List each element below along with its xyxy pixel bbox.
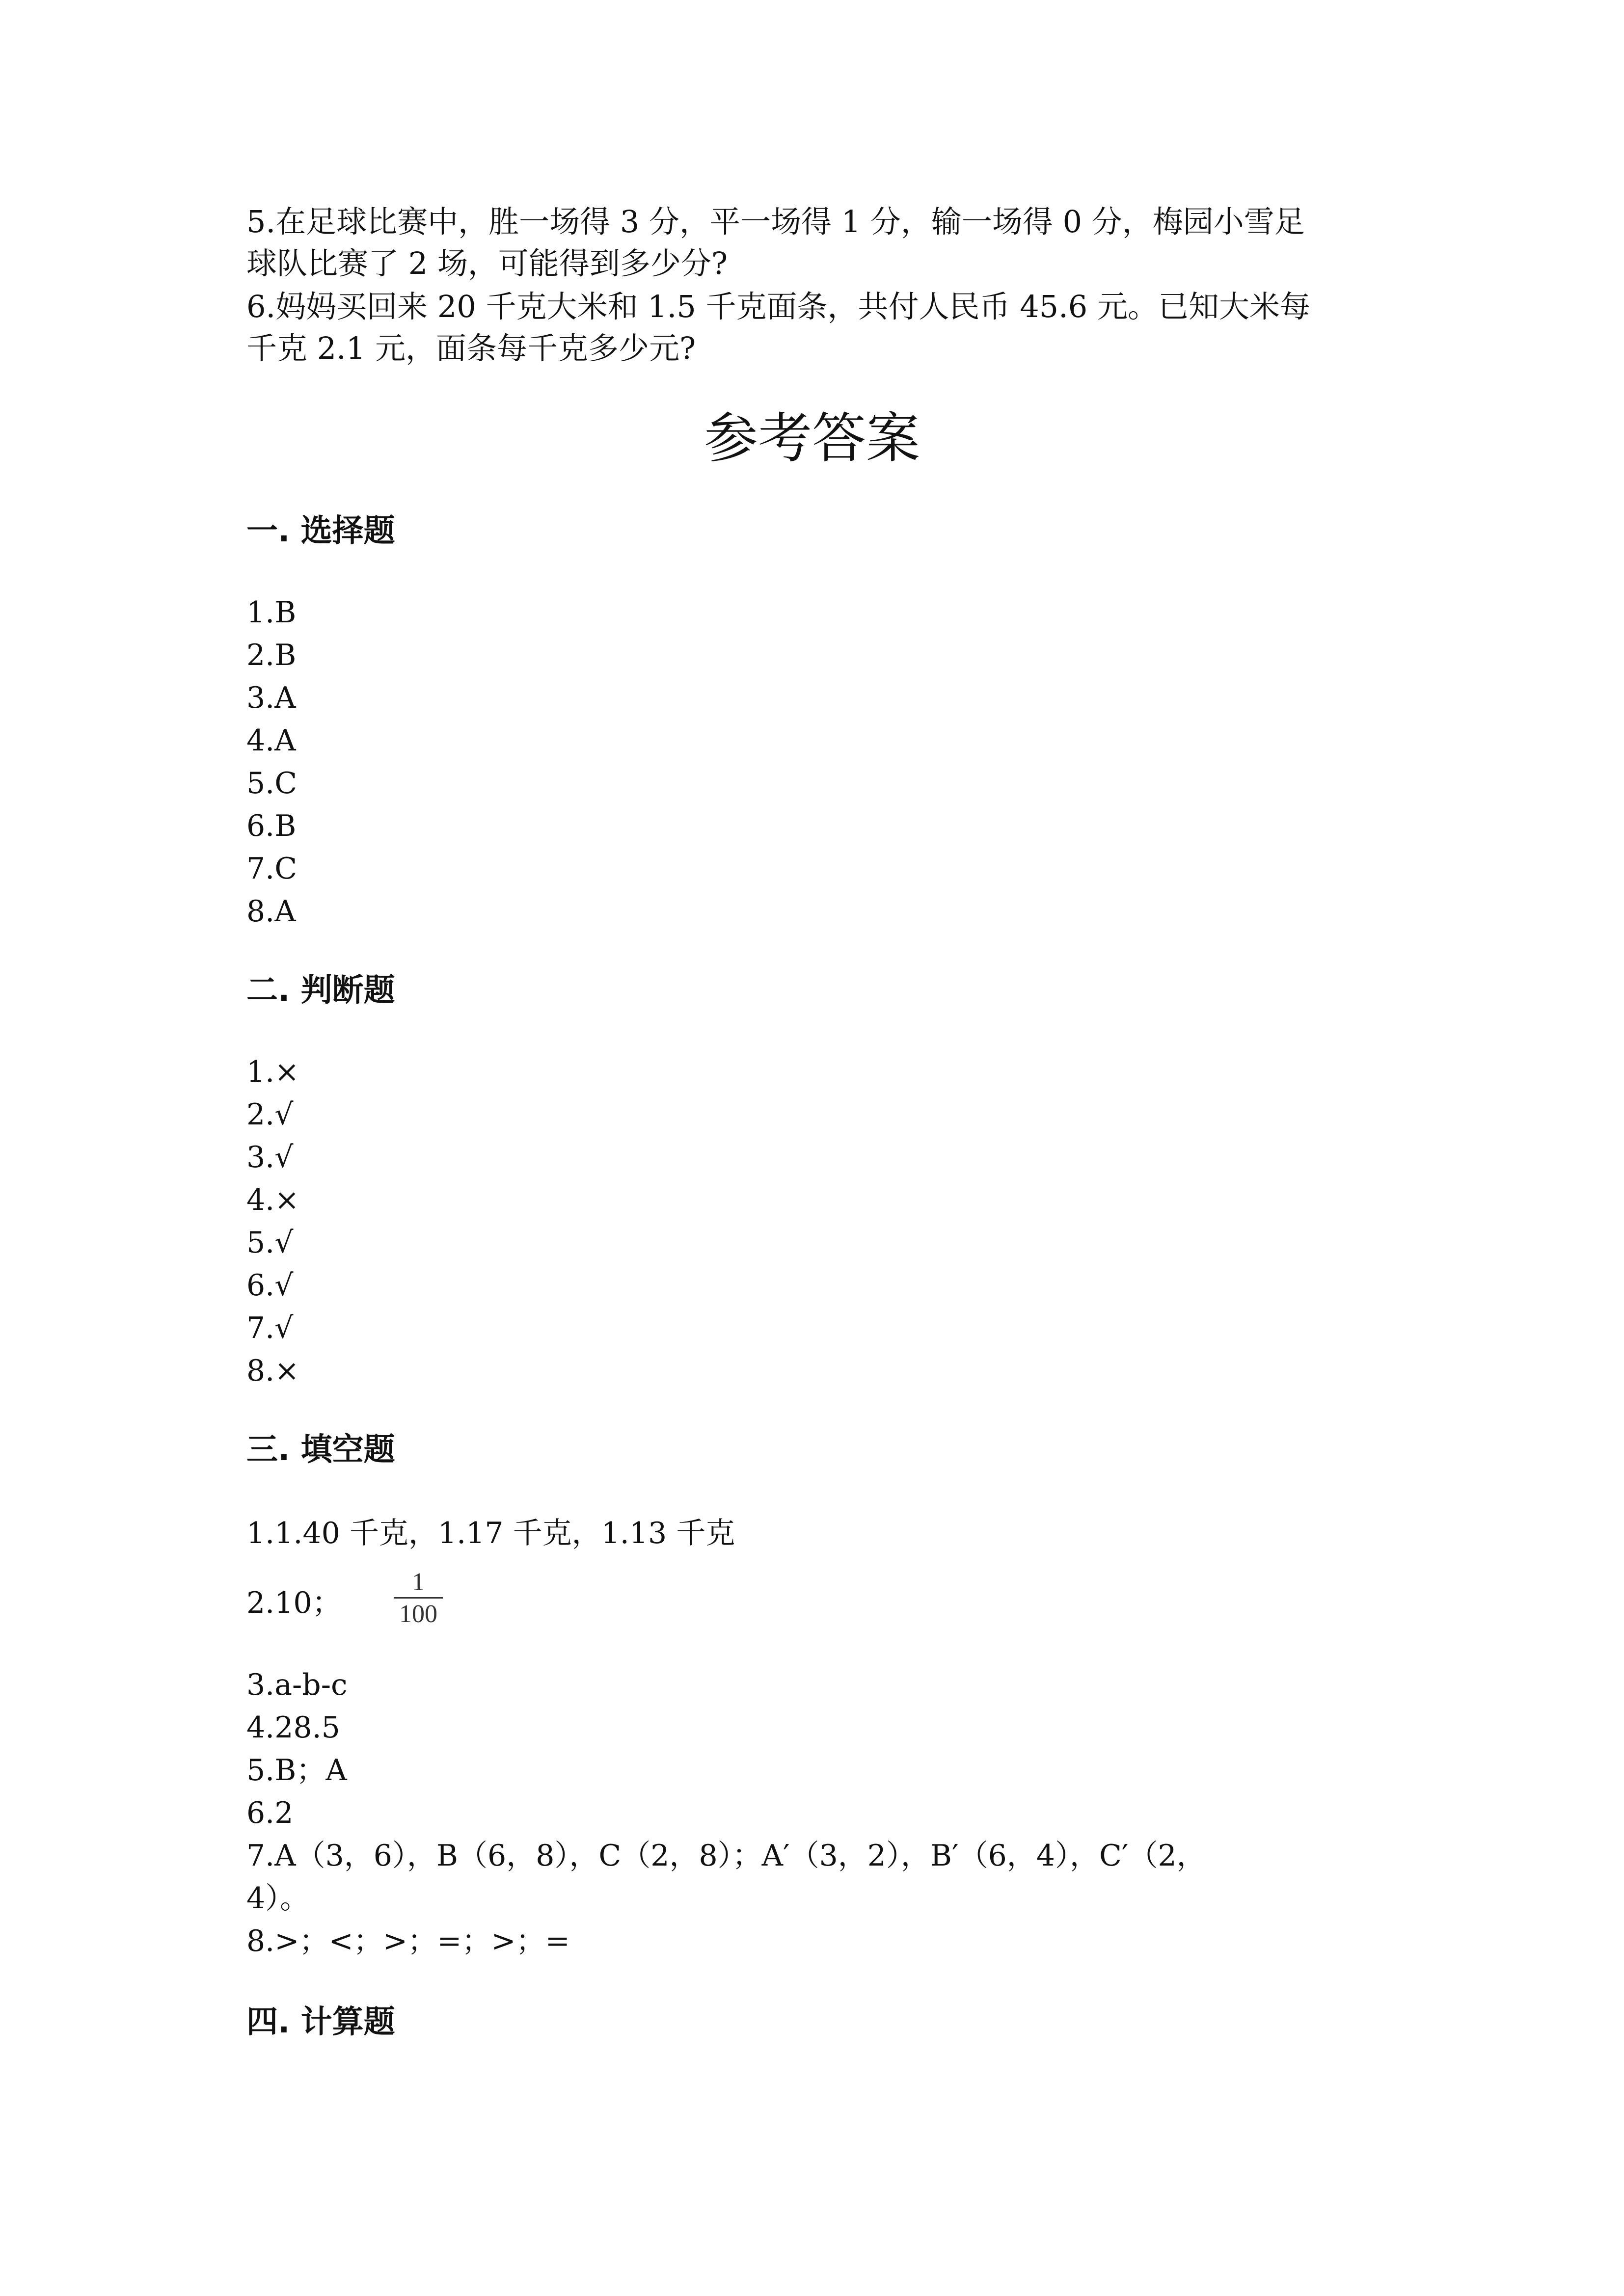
fill-answer-7-line-1: 7.A（3，6），B（6，8），C（2，8）；A′（3，2），B′（6，4），C′（2， (246, 1839, 1206, 1873)
fill-answer-6: 6.2 (246, 1796, 294, 1830)
choice-answer-3: 3.A (246, 681, 296, 715)
fraction-numerator: 1 (412, 1568, 425, 1596)
fill-answer-7-line-2: 4）。 (246, 1881, 310, 1916)
choice-answer-2: 2.B (246, 638, 297, 672)
choice-answer-5: 5.C (246, 766, 298, 801)
fill-answer-1: 1.1.40 千克，1.17 千克，1.13 千克 (246, 1516, 735, 1550)
question-6-line-1: 6.妈妈买回来 20 千克大米和 1.5 千克面条，共付人民币 45.6 元。已知大米每 (246, 289, 1310, 324)
judgement-answer-1: 1.× (246, 1055, 299, 1089)
question-5-line-2: 球队比赛了 2 场，可能得到多少分? (246, 245, 728, 281)
fill-answer-5: 5.B；A (246, 1753, 347, 1788)
fraction-denominator: 100 (399, 1600, 437, 1628)
choice-answer-8: 8.A (246, 894, 296, 929)
fill-answer-8: 8.>；<；>；=；>；= (246, 1924, 570, 1958)
section-heading-fill-blank: 三. 填空题 (246, 1432, 395, 1468)
section-heading-choice: 一. 选择题 (246, 513, 395, 549)
question-5-line-1: 5.在足球比赛中，胜一场得 3 分，平一场得 1 分，输一场得 0 分，梅园小雪足 (246, 204, 1305, 240)
judgement-answer-2: 2.√ (246, 1097, 294, 1132)
fraction-one-hundredth (391, 1570, 446, 1628)
fill-answer-4: 4.28.5 (246, 1710, 340, 1745)
question-6-line-2: 千克 2.1 元，面条每千克多少元? (246, 330, 696, 366)
choice-answer-6: 6.B (246, 809, 297, 843)
fill-answer-3: 3.a-b-c (246, 1668, 348, 1702)
choice-answer-1: 1.B (246, 595, 297, 630)
judgement-answer-3: 3.√ (246, 1140, 294, 1175)
judgement-answer-8: 8.× (246, 1354, 299, 1388)
fraction-bar (394, 1597, 443, 1599)
judgement-answer-4: 4.× (246, 1183, 299, 1217)
section-heading-judgement: 二. 判断题 (246, 972, 395, 1009)
fill-answer-2: 2.10； (246, 1586, 342, 1620)
choice-answer-4: 4.A (246, 723, 296, 758)
section-heading-calculation: 四. 计算题 (246, 2004, 395, 2040)
judgement-answer-6: 6.√ (246, 1268, 294, 1303)
judgement-answer-5: 5.√ (246, 1226, 294, 1260)
page-title: 参考答案 (704, 407, 920, 470)
judgement-answer-7: 7.√ (246, 1311, 294, 1345)
choice-answer-7: 7.C (246, 852, 298, 886)
